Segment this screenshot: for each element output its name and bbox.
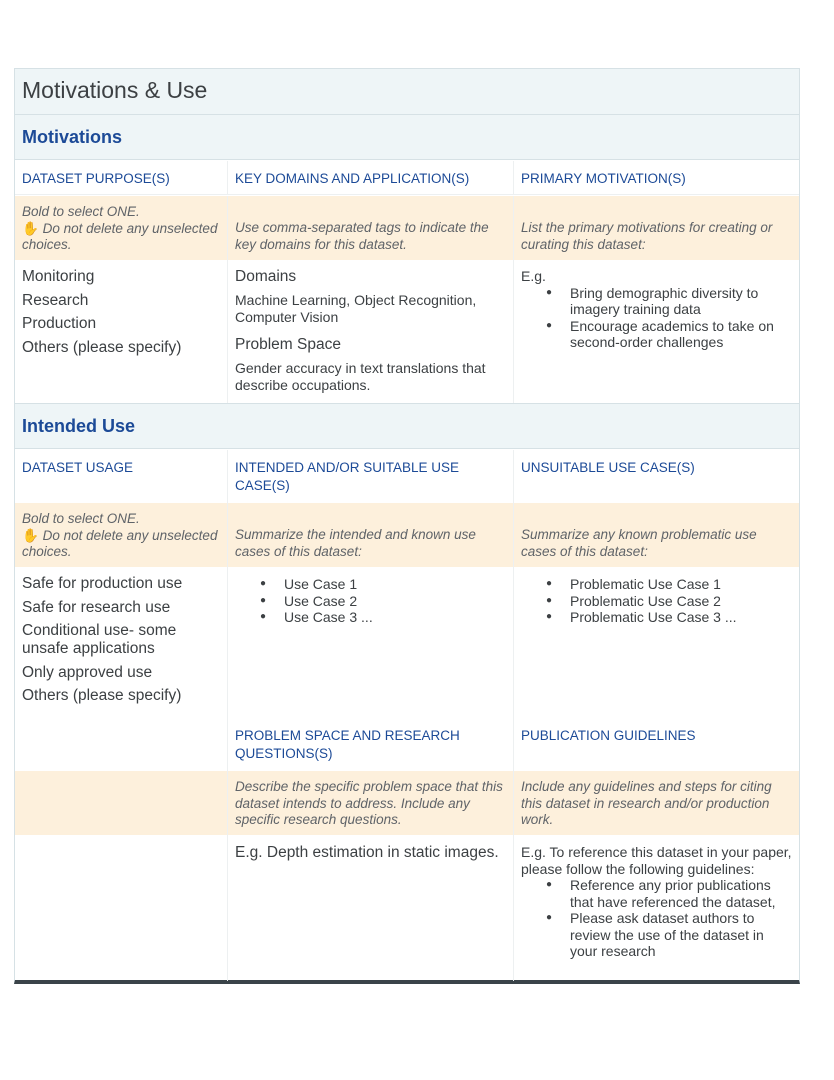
- motivations-heading-band: [15, 114, 799, 160]
- hint-do-not-delete: Do not delete any unselected choices.: [22, 220, 218, 252]
- intended-use-heading-band: [15, 403, 799, 449]
- usage-option[interactable]: Safe for production use: [22, 575, 183, 592]
- list-item: ● Bring demographic diversity to imagery training data: [521, 285, 794, 318]
- list-item: ● Use Case 1: [235, 576, 506, 593]
- list-item: ● Reference any prior publications that have referenced the dataset,: [521, 877, 794, 910]
- use-cases-cell: [228, 567, 514, 718]
- empty-cell: [15, 835, 228, 981]
- empty-cell: [15, 771, 228, 835]
- list-item: ● Problematic Use Case 2: [521, 593, 794, 610]
- header-dataset-usage: DATASET USAGE: [15, 450, 228, 503]
- hint-intended: Summarize the intended and known use cases of this dataset:: [228, 503, 514, 567]
- hint-bold-select: Bold to select ONE.: [22, 511, 140, 526]
- research-hint-row: [15, 771, 799, 835]
- hint-bold-select: Bold to select ONE.: [22, 204, 140, 219]
- problem-space-eg: E.g. Depth estimation in static images.: [235, 844, 499, 861]
- hand-icon: ✋: [22, 527, 39, 543]
- header-unsuitable-use: UNSUITABLE USE CASE(S): [521, 460, 695, 475]
- motivations-heading: Motivations: [22, 127, 123, 147]
- list-item: ● Problematic Use Case 1: [521, 576, 794, 593]
- usage-option[interactable]: Only approved use: [22, 663, 153, 681]
- hint-problem-space: Describe the specific problem space that this dataset intends to address. Include any specific research questions.: [228, 771, 514, 835]
- publication-list: [521, 877, 794, 960]
- header-publication: PUBLICATION GUIDELINES: [521, 728, 696, 743]
- problem-space-cell: [228, 835, 514, 981]
- list-item: ● Please ask dataset authors to review the use of the dataset in your research: [521, 910, 794, 960]
- use-case-list: [235, 576, 506, 626]
- problem-space-label: Problem Space: [235, 336, 341, 353]
- hint-domains: Use comma-separated tags to indicate the key domains for this dataset.: [228, 196, 514, 260]
- intended-header-row: [15, 450, 799, 503]
- purpose-option[interactable]: Monitoring: [22, 268, 95, 285]
- hint-usage: [15, 503, 228, 567]
- usage-option[interactable]: Conditional use- some unsafe applications: [22, 622, 177, 657]
- motivations-hint-row: [15, 196, 799, 260]
- intended-use-heading: Intended Use: [22, 416, 136, 436]
- empty-cell: [15, 718, 228, 771]
- domains-cell: [228, 260, 514, 404]
- hint-do-not-delete: Do not delete any unselected choices.: [22, 527, 218, 559]
- unsuitable-cases-cell: [514, 567, 801, 718]
- header-primary-motivation: PRIMARY MOTIVATION(S): [521, 171, 686, 186]
- purpose-option[interactable]: Research: [22, 291, 89, 309]
- header-dataset-purpose: DATASET PURPOSE(S): [15, 161, 228, 194]
- publication-eg: E.g. To reference this dataset in your paper, please follow the following guidelines:: [521, 844, 792, 877]
- motivation-eg: E.g.: [521, 268, 546, 284]
- hint-purpose: [15, 196, 228, 260]
- motivation-cell: [514, 260, 801, 404]
- usage-options: [15, 567, 228, 718]
- list-item: ● Problematic Use Case 3 ...: [521, 609, 794, 626]
- section-title-band: [15, 69, 799, 115]
- intended-content-row: [15, 567, 799, 718]
- motivation-list: [521, 285, 794, 351]
- purpose-option[interactable]: Production: [22, 315, 97, 332]
- motivations-content-row: [15, 260, 799, 404]
- motivations-use-card: [14, 68, 800, 984]
- hint-motivation: List the primary motivations for creating or curating this dataset:: [521, 220, 773, 252]
- hint-unsuitable: Summarize any known problematic use cases of this dataset:: [521, 527, 757, 559]
- list-item: ● Use Case 2: [235, 593, 506, 610]
- domains-value: Machine Learning, Object Recognition, Computer Vision: [235, 292, 477, 325]
- research-content-row: [15, 835, 799, 981]
- usage-option[interactable]: Safe for research use: [22, 598, 171, 616]
- list-item: ● Use Case 3 ...: [235, 609, 506, 626]
- unsuitable-list: [521, 576, 794, 626]
- research-header-row: [15, 718, 799, 771]
- header-intended-use: INTENDED AND/OR SUITABLE USE CASE(S): [228, 450, 514, 503]
- intended-hint-row: [15, 503, 799, 567]
- hand-icon: ✋: [22, 220, 39, 236]
- page-title: Motivations & Use: [22, 77, 208, 103]
- purpose-option[interactable]: Others (please specify): [22, 338, 182, 356]
- domains-label: Domains: [235, 268, 297, 285]
- header-key-domains: KEY DOMAINS AND APPLICATION(S): [228, 161, 514, 194]
- purpose-options: [15, 260, 228, 404]
- problem-space-value: Gender accuracy in text translations that describe occupations.: [235, 360, 486, 393]
- hint-publication: Include any guidelines and steps for citing this dataset in research and/or production work.: [521, 779, 772, 827]
- header-problem-space: PROBLEM SPACE AND RESEARCH QUESTIONS(S): [228, 718, 514, 771]
- motivations-header-row: [15, 161, 799, 195]
- publication-cell: [514, 835, 801, 981]
- usage-option[interactable]: Others (please specify): [22, 687, 182, 704]
- list-item: ● Encourage academics to take on second-order challenges: [521, 318, 794, 351]
